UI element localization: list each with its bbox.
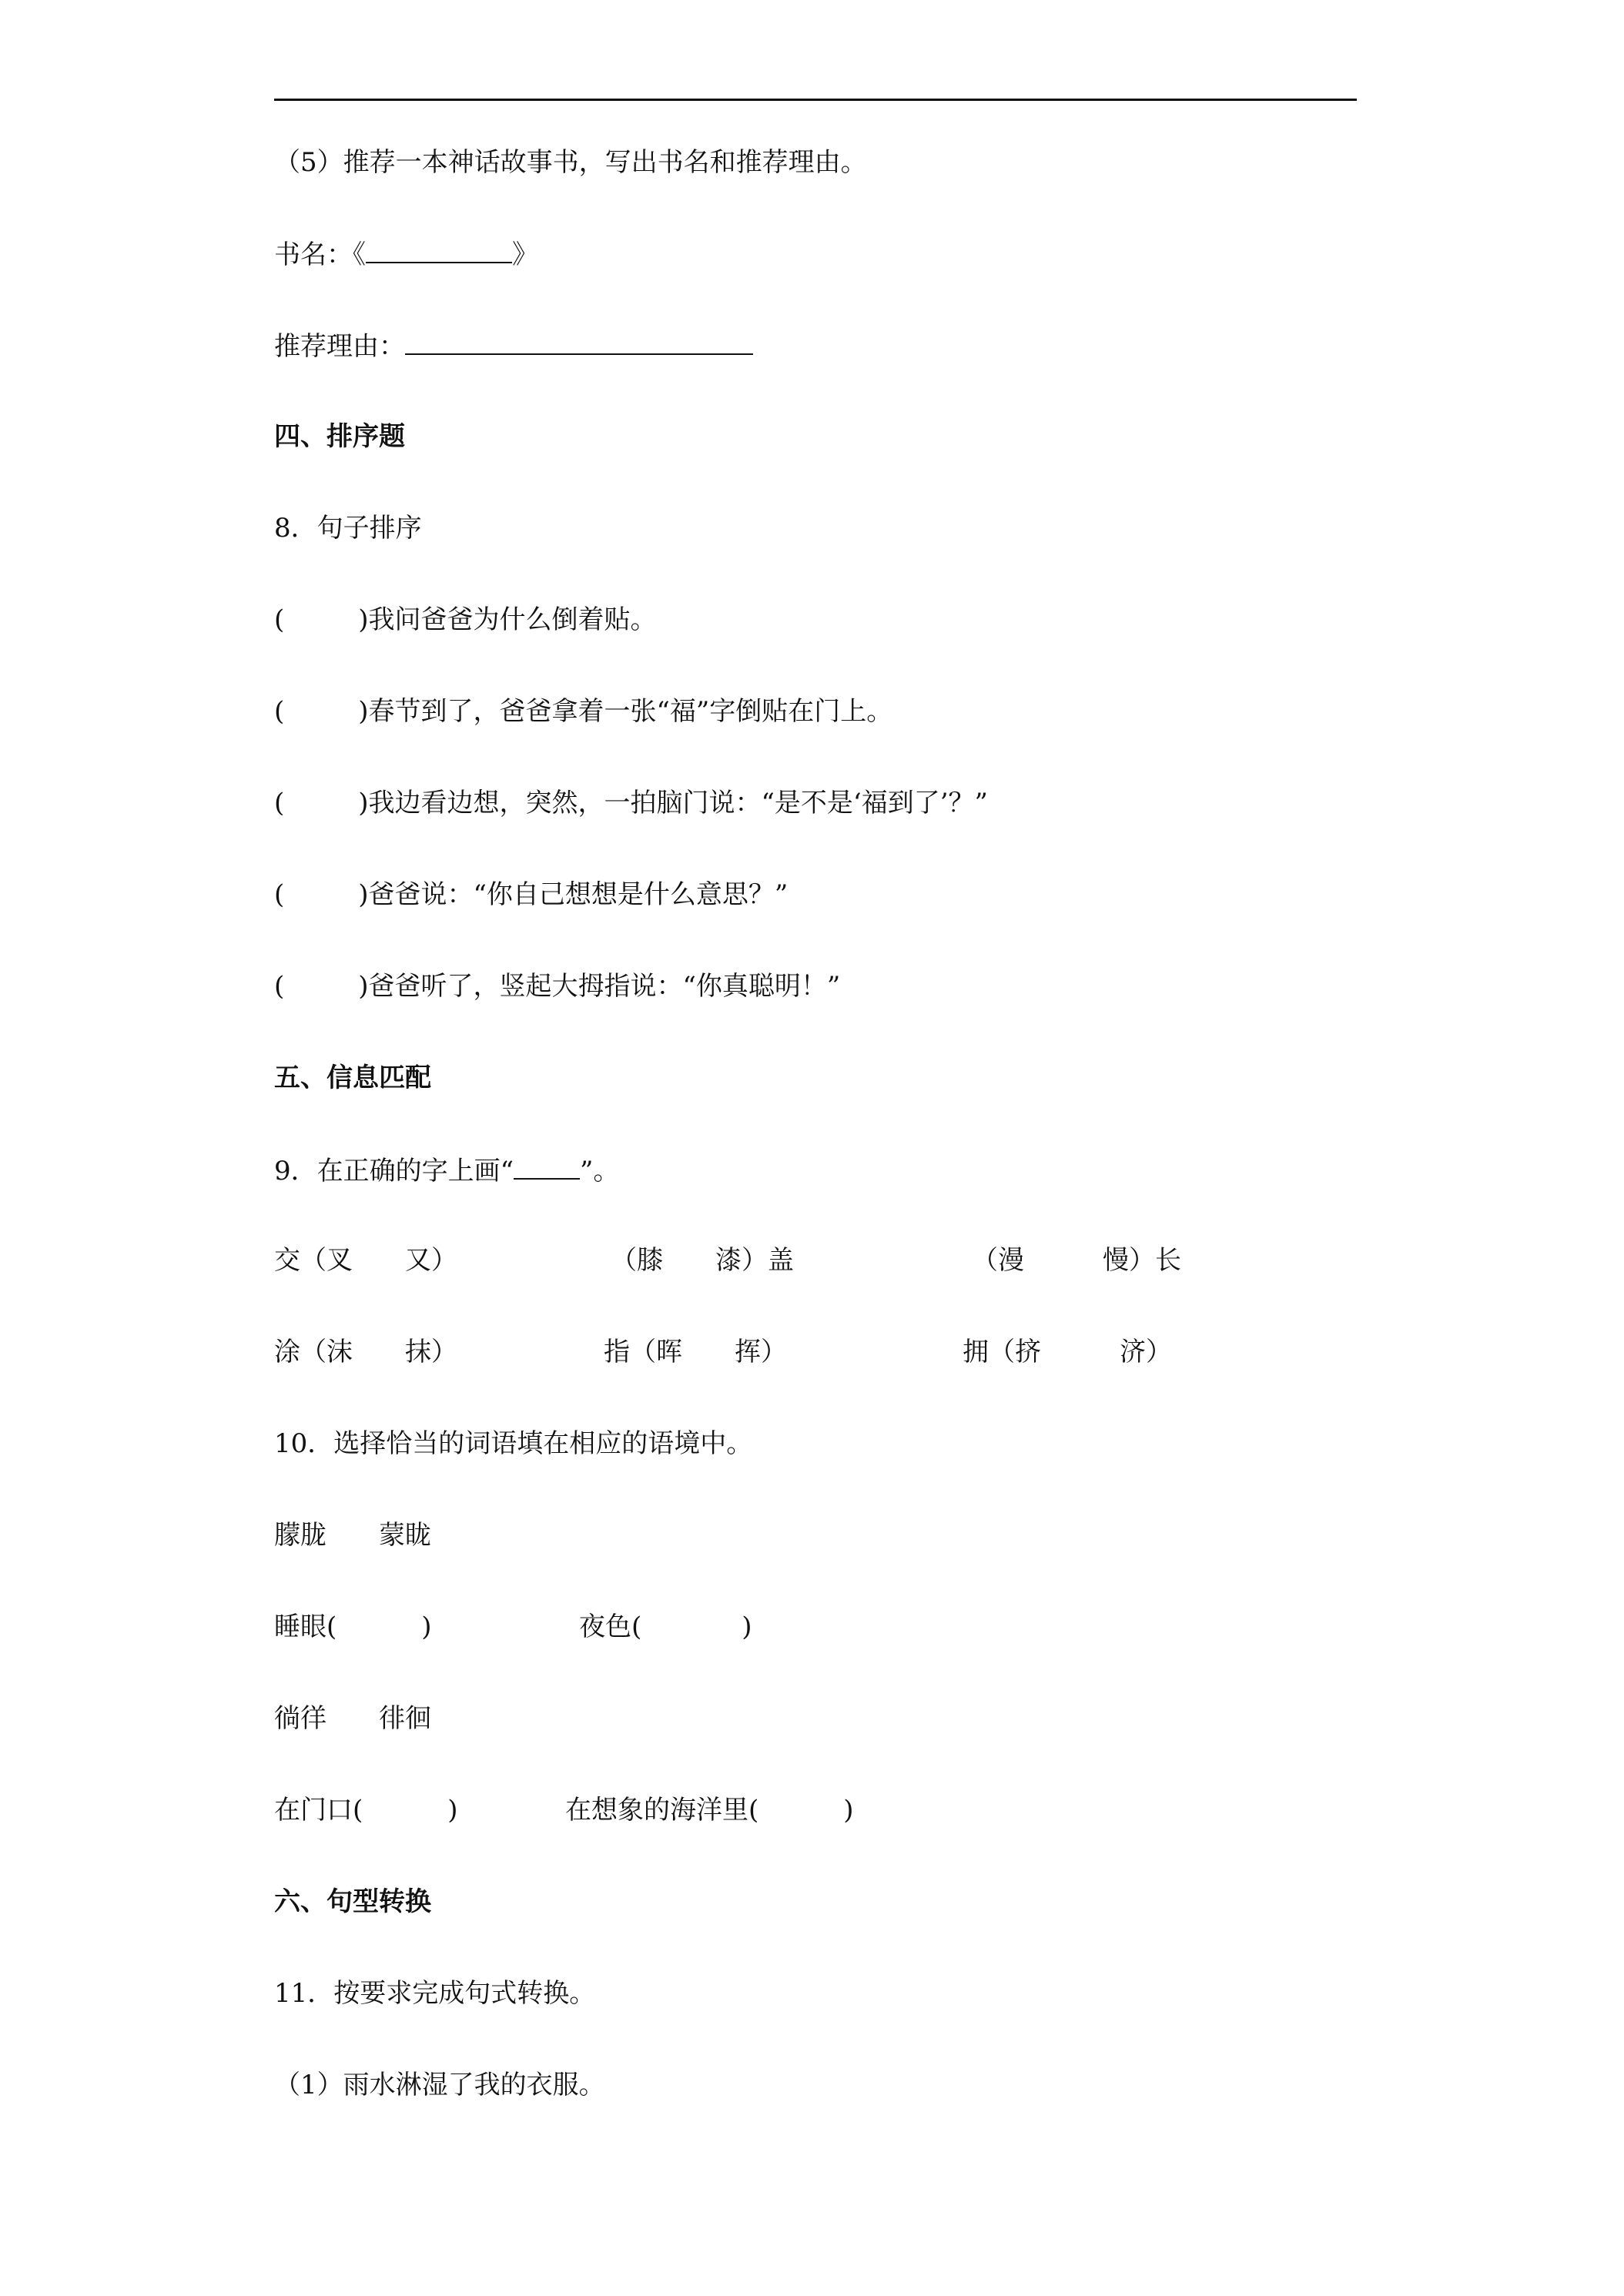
q9-option-1[interactable]: 交（叉 又） xyxy=(274,1245,457,1276)
q8-stem: 8．句子排序 xyxy=(274,513,422,544)
header-rule xyxy=(274,99,1357,101)
q11-stem: 11．按要求完成句式转换。 xyxy=(274,1978,596,2009)
section6-title: 六、句型转换 xyxy=(274,1886,431,1917)
q7-sub5-text: （5）推荐一本神话故事书，写出书名和推荐理由。 xyxy=(274,147,867,178)
q8-item-text: 我边看边想，突然，一拍脑门说：“是不是‘福到了’？” xyxy=(368,788,988,818)
q9-option-6[interactable]: 拥（挤 济） xyxy=(963,1337,1172,1367)
book-name-close: 》 xyxy=(512,239,538,270)
q8-item-1 xyxy=(274,602,657,638)
q10-stem: 10．选择恰当的词语填在相应的语境中。 xyxy=(274,1428,753,1459)
q11-sub1: （1）雨水淋湿了我的衣服。 xyxy=(274,2070,605,2100)
q8-paren-close: ) xyxy=(358,788,369,818)
q8-item-text: 我问爸爸为什么倒着贴。 xyxy=(368,604,657,635)
q8-paren-close: ) xyxy=(358,971,369,1002)
q10-words-2: 徜徉 徘徊 xyxy=(274,1703,431,1734)
q10-fill-1a xyxy=(274,1609,432,1645)
q9-option-3[interactable]: （漫 慢）长 xyxy=(972,1245,1181,1276)
q10-fill-label: 在门口( xyxy=(274,1795,363,1826)
q10-fill-2a xyxy=(274,1792,458,1828)
section4-title: 四、排序题 xyxy=(274,421,405,452)
book-name-row xyxy=(274,236,538,273)
q8-item-4 xyxy=(274,877,788,912)
book-name-label: 书名：《 xyxy=(274,239,366,270)
q8-item-text: 春节到了，爸爸拿着一张“福”字倒贴在门上。 xyxy=(368,696,893,727)
q8-paren-open: ( xyxy=(274,788,285,818)
q8-item-3 xyxy=(274,785,988,821)
q8-item-5 xyxy=(274,969,840,1004)
q8-paren-close: ) xyxy=(358,696,369,727)
q10-words-1: 朦胧 蒙眬 xyxy=(274,1520,431,1551)
q8-paren-open: ( xyxy=(274,696,285,727)
q8-item-2 xyxy=(274,694,892,729)
q8-item-text: 爸爸说：“你自己想想是什么意思？” xyxy=(368,879,789,910)
q9-option-4[interactable]: 涂（沫 抹） xyxy=(274,1337,457,1367)
q10-fill-label: 在想象的海洋里( xyxy=(565,1795,759,1826)
reason-blank[interactable] xyxy=(405,327,753,355)
q8-paren-close: ) xyxy=(358,879,369,910)
q8-paren-open: ( xyxy=(274,879,285,910)
book-name-blank[interactable] xyxy=(366,236,512,263)
q10-fill-label: 夜色( xyxy=(579,1612,642,1642)
q10-fill-2b xyxy=(565,1792,854,1828)
q9-option-2[interactable]: （膝 漆）盖 xyxy=(611,1245,794,1276)
q9-underline-sample xyxy=(514,1152,580,1180)
q10-paren-close: ) xyxy=(447,1795,458,1826)
q10-paren-close: ) xyxy=(421,1612,432,1642)
q9-stem-before: 9．在正确的字上画“ xyxy=(274,1156,514,1186)
q10-fill-1b xyxy=(579,1609,752,1645)
section5-title: 五、信息匹配 xyxy=(274,1063,431,1093)
q8-paren-close: ) xyxy=(358,604,369,635)
q9-option-5[interactable]: 指（晖 挥） xyxy=(604,1337,787,1367)
q8-paren-open: ( xyxy=(274,604,285,635)
reason-label: 推荐理由： xyxy=(274,331,405,362)
q8-item-text: 爸爸听了，竖起大拇指说：“你真聪明！” xyxy=(368,971,841,1002)
q10-paren-close: ) xyxy=(742,1612,752,1642)
q8-paren-open: ( xyxy=(274,971,285,1002)
reason-row xyxy=(274,327,753,364)
q9-stem-after: ”。 xyxy=(580,1156,620,1186)
q10-paren-close: ) xyxy=(843,1795,854,1826)
q10-fill-label: 睡眼( xyxy=(274,1612,337,1642)
q9-stem xyxy=(274,1152,619,1189)
